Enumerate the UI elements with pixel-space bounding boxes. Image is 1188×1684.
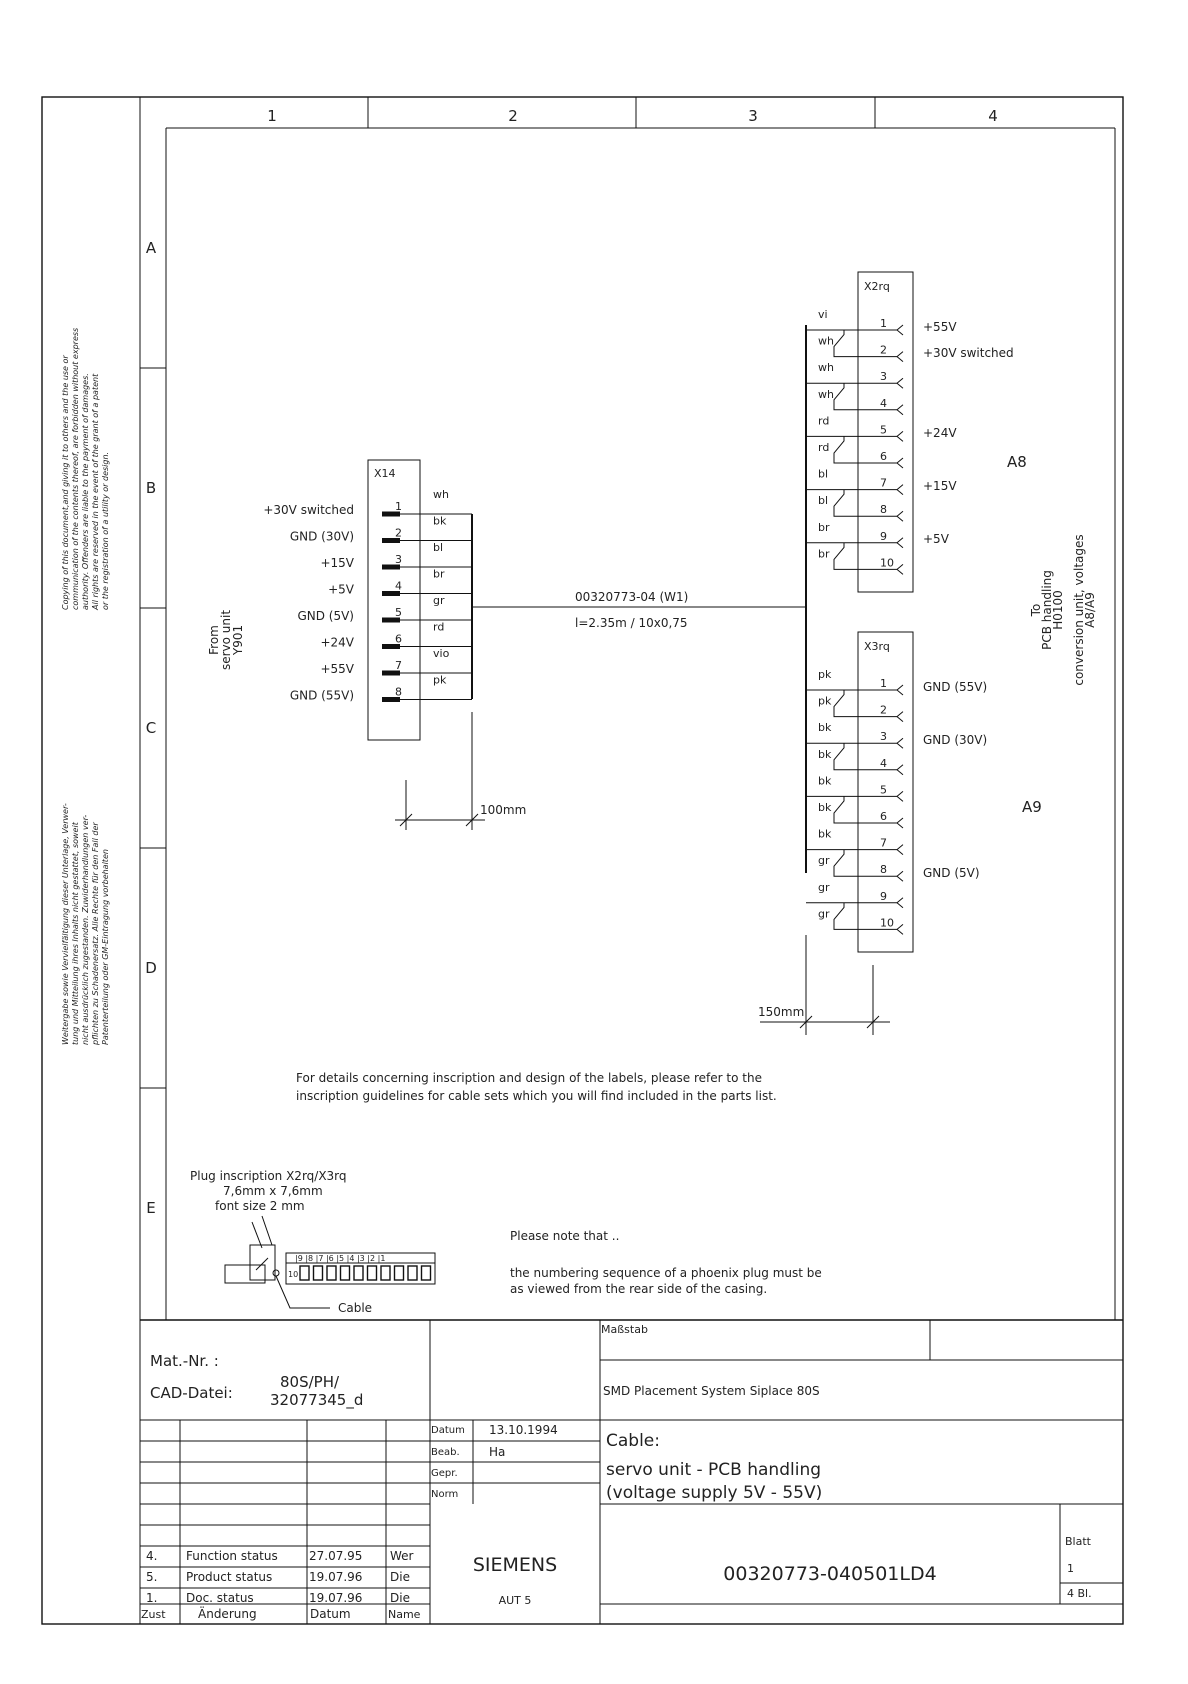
row-label-e: E	[146, 1199, 156, 1217]
x3rq-pin-contact-5	[897, 791, 903, 801]
x3rq-signal-gnd55: GND (55V)	[923, 680, 988, 694]
x2rq-bridge-8	[834, 490, 878, 517]
col-label-1: 1	[267, 107, 277, 125]
x2rq-pin-number: 3	[880, 370, 887, 384]
cad-value-2: 32077345_d	[270, 1391, 364, 1409]
x2rq-signal-55v: +55V	[923, 320, 957, 334]
x14-pin-number: 8	[395, 685, 402, 699]
x2rq-pin-contact-1	[897, 325, 903, 335]
svg-text:All rights are reserved in the: All rights are reserved in the event of the grant of a patent	[91, 373, 100, 610]
x2rq-bridge-4	[834, 383, 878, 410]
col-label-4: 4	[988, 107, 998, 125]
x2rq-bridge-10	[834, 543, 878, 570]
x14-signal: GND (5V)	[297, 609, 354, 623]
x14-wire-color: br	[433, 567, 445, 581]
hdr-zust: Zust	[141, 1608, 166, 1621]
plug-cable-label: Cable	[338, 1301, 373, 1315]
doc-number: 00320773-040501LD4	[723, 1563, 937, 1585]
x2rq-pin-number: 5	[880, 423, 887, 437]
x14-pin-number: 7	[395, 659, 402, 672]
numbering-note-2: as viewed from the rear side of the casing.	[510, 1282, 768, 1296]
x3rq-wire-color: pk	[818, 694, 832, 708]
col-label-3: 3	[748, 107, 758, 125]
x2rq-pin-contact-5	[897, 431, 903, 441]
x3rq-pin-number: 7	[880, 836, 887, 850]
x14-signal: GND (55V)	[289, 688, 354, 703]
x14-signal: +55V	[320, 662, 354, 676]
x3rq-pin-contact-4	[897, 765, 903, 775]
x3rq-pin-contact-9	[897, 898, 903, 908]
plug-drawing	[225, 1216, 435, 1308]
x3rq-pin-number: 8	[880, 863, 887, 877]
x2rq-wire-color: rd	[818, 441, 830, 454]
x3rq-pin-number: 4	[880, 756, 887, 770]
x2rq-wire-color: wh	[818, 334, 834, 348]
svg-text:Patenterteilung oder GM-Eintra: Patenterteilung oder GM-Eintragung vorbehalten	[101, 849, 110, 1045]
hdr-name: Name	[388, 1608, 421, 1621]
beab-value: Ha	[489, 1445, 506, 1459]
plug-cell	[300, 1266, 309, 1280]
side-note-english	[61, 328, 110, 611]
datum-label: Datum	[431, 1425, 465, 1436]
title-line-3: (voltage supply 5V - 55V)	[606, 1483, 823, 1503]
x2rq-signal-30v: +30V switched	[923, 346, 1014, 360]
x14-pin-number: 6	[395, 632, 402, 646]
status-text: Doc. status	[186, 1591, 254, 1605]
target-label-2	[1072, 534, 1097, 685]
col-label-2: 2	[508, 107, 518, 125]
norm-label: Norm	[431, 1489, 459, 1500]
x2rq-wire-color: vi	[818, 308, 828, 321]
x3rq-signal-gnd5: GND (5V)	[923, 866, 980, 880]
datum-value: 13.10.1994	[489, 1423, 558, 1437]
details-note-2: inscription guidelines for cable sets which you will find included in the parts list.	[296, 1089, 777, 1103]
x3rq-wire-color: gr	[818, 854, 830, 868]
company-logo: SIEMENS	[472, 1554, 558, 1576]
x2rq-wire-color: wh	[818, 361, 834, 375]
x3rq-pins-group	[806, 668, 903, 934]
x3rq-pin-contact-3	[897, 738, 903, 748]
status-index: 4.	[146, 1549, 158, 1563]
status-text: Product status	[186, 1570, 273, 1584]
x2rq-pin-number: 10	[880, 556, 894, 570]
x14-pin-number: 1	[395, 500, 402, 513]
x3rq-pin-number: 9	[880, 889, 887, 903]
plug-cell	[341, 1266, 350, 1280]
x2rq-pin-contact-8	[897, 511, 903, 521]
details-note-1: For details concerning inscription and design of the labels, please refer to the	[296, 1071, 762, 1085]
x3rq-pin-number: 3	[880, 730, 887, 744]
x14-pin-number: 5	[395, 606, 402, 619]
x3rq-wire-color: bk	[818, 774, 832, 788]
svg-text:tung und Mitteilung ihres Inha: tung und Mitteilung ihres Inhalts nicht gestattet, soweit	[71, 822, 80, 1045]
status-name: Wer	[390, 1549, 414, 1563]
target-label	[1029, 570, 1065, 650]
title-line-1: Cable:	[606, 1431, 660, 1451]
plug-inscription-2: 7,6mm x 7,6mm	[223, 1184, 323, 1198]
x14-wire-color: pk	[433, 673, 447, 687]
x14-pin-number: 3	[395, 553, 402, 566]
row-label-c: C	[145, 719, 157, 737]
dept: AUT 5	[498, 1594, 532, 1607]
x2rq-wire-color: br	[818, 520, 830, 534]
x2rq-bridge-6	[834, 436, 878, 463]
x14-signal: +15V	[320, 556, 354, 570]
x14-signal: +30V switched	[263, 503, 354, 517]
x3rq-wire-color: bk	[818, 747, 832, 761]
x14-wire-color: wh	[433, 488, 449, 501]
x2rq-pin-contact-3	[897, 378, 903, 388]
x3rq-pin-contact-1	[897, 685, 903, 695]
x3rq-wire-color: pk	[818, 668, 832, 681]
beab-label: Beab.	[431, 1447, 460, 1458]
x3rq-wire-color: gr	[818, 880, 830, 894]
cad-value-1: 80S/PH/	[280, 1373, 340, 1391]
plug-inscription-3: font size 2 mm	[215, 1199, 305, 1213]
svg-text:Y901: Y901	[231, 624, 245, 656]
x2rq-wire-color: wh	[818, 387, 834, 401]
x3rq-wire-color: gr	[818, 907, 830, 921]
blatt-value: 1	[1067, 1562, 1074, 1575]
x14-wire-color: vio	[433, 647, 450, 660]
x3rq-pin-contact-7	[897, 845, 903, 855]
x14-signal: GND (30V)	[289, 529, 354, 544]
x2rq-bridge-2	[834, 330, 878, 357]
dim-100-label: 100mm	[480, 803, 527, 817]
svg-text:From: From	[207, 625, 221, 655]
row-label-a: A	[145, 239, 157, 257]
row-label-d: D	[145, 959, 157, 977]
title-line-2: servo unit - PCB handling	[606, 1460, 822, 1480]
svg-text:pflichten zu Schadenersatz. Al: pflichten zu Schadenersatz. Alle Rechte für den Fall der	[91, 822, 100, 1045]
plug-cell	[327, 1266, 336, 1280]
svg-text:communication of the contents: communication of the contents thereof, are forbidden without express	[71, 327, 80, 610]
x3rq-wire-color: bk	[818, 801, 832, 814]
x2rq-signal-15v: +15V	[923, 479, 957, 493]
plug-cell	[395, 1266, 404, 1280]
plug-cell	[381, 1266, 390, 1280]
x2rq-pin-contact-6	[897, 458, 903, 468]
x2rq-signal-24v: +24V	[923, 426, 957, 440]
group-a9: A9	[1022, 798, 1042, 816]
x3rq-pin-contact-10	[897, 924, 903, 934]
svg-text:authority. Offenders are liabl: authority. Offenders are liable to the payment of damages.	[81, 373, 90, 610]
x2rq-wire-color: bl	[818, 494, 829, 508]
x3rq-pin-contact-6	[897, 818, 903, 828]
x2rq-pin-number: 7	[880, 476, 887, 490]
x3rq-bridge-4	[834, 743, 878, 770]
x3rq-wire-color: bk	[818, 827, 832, 841]
x2rq-pins-group	[806, 308, 903, 574]
x3rq-pin-number: 1	[880, 677, 887, 690]
x2rq-pin-number: 4	[880, 396, 887, 410]
svg-text:servo unit: servo unit	[219, 609, 233, 671]
x3rq-bridge-6	[834, 796, 878, 823]
x3rq-pin-contact-8	[897, 871, 903, 881]
svg-text:nicht ausdrücklich zugestanden: nicht ausdrücklich zugestanden. Zuwiderhandlungen ver-	[81, 814, 90, 1045]
x3rq-signal-gnd30: GND (30V)	[923, 733, 988, 747]
plug-cell	[314, 1266, 323, 1280]
status-date: 19.07.96	[309, 1570, 363, 1584]
x2rq-pin-contact-7	[897, 485, 903, 495]
cable-spec: l=2.35m / 10x0,75	[575, 616, 688, 630]
group-a8: A8	[1007, 453, 1027, 471]
x14-signal: +5V	[328, 582, 354, 597]
x2rq-pin-contact-2	[897, 352, 903, 362]
svg-text:conversion unit, voltages: conversion unit, voltages	[1072, 534, 1086, 686]
x2rq-pin-contact-10	[897, 564, 903, 574]
x2rq-pin-number: 8	[880, 503, 887, 517]
massstab-label: Maßstab	[601, 1323, 648, 1336]
plug-first-number: 10	[288, 1270, 299, 1279]
plug-cell	[408, 1266, 417, 1280]
x14-pin-number: 2	[395, 526, 402, 540]
system-name: SMD Placement System Siplace 80S	[603, 1384, 820, 1398]
status-name: Die	[390, 1591, 410, 1605]
plug-cell	[368, 1266, 377, 1280]
x2rq-pin-number: 2	[880, 343, 887, 357]
x3rq-pin-contact-2	[897, 712, 903, 722]
gepr-label: Gepr.	[431, 1468, 458, 1479]
x2rq-pin-number: 6	[880, 450, 887, 463]
status-date: 19.07.96	[309, 1591, 363, 1605]
x14-wire-color: bk	[433, 514, 447, 528]
status-date: 27.07.95	[309, 1549, 363, 1563]
blatt-label: Blatt	[1065, 1535, 1091, 1548]
cad-label: CAD-Datei:	[150, 1384, 233, 1402]
svg-text:A8/A9: A8/A9	[1083, 592, 1097, 628]
x2rq-pin-number: 9	[880, 529, 887, 543]
x2rq-pin-number: 1	[880, 317, 887, 330]
plug-cell	[354, 1266, 363, 1280]
x2rq-wire-color: br	[818, 547, 830, 561]
status-index: 5.	[146, 1570, 158, 1584]
svg-text:PCB handling: PCB handling	[1040, 570, 1054, 650]
x2rq-pin-contact-4	[897, 405, 903, 415]
source-label	[207, 610, 245, 670]
x2rq-wire-color: rd	[818, 414, 830, 428]
x14-pin-number: 4	[395, 579, 402, 593]
hdr-datum: Datum	[310, 1607, 351, 1621]
x14-wire-color: bl	[433, 541, 444, 554]
svg-text:Weitergabe sowie Vervielfältig: Weitergabe sowie Vervielfältigung dieser Unterlage, Verwer-	[61, 803, 70, 1045]
numbering-note-1: the numbering sequence of a phoenix plug must be	[510, 1266, 822, 1280]
blatt-total: 4 Bl.	[1067, 1587, 1092, 1600]
x3rq-connector-label: X3rq	[864, 640, 890, 653]
x2rq-wire-color: bl	[818, 467, 829, 481]
cable-id: 00320773-04 (W1)	[575, 590, 689, 604]
x2rq-signal-5v: +5V	[923, 532, 949, 546]
plug-cell	[422, 1266, 431, 1280]
plug-inscription-1: Plug inscription X2rq/X3rq	[190, 1169, 347, 1183]
x14-wire-color: rd	[433, 620, 445, 634]
x2rq-connector-label: X2rq	[864, 280, 890, 293]
x14-wire-color: gr	[433, 594, 445, 607]
please-note: Please note that ..	[510, 1229, 620, 1243]
x3rq-pin-number: 10	[880, 916, 894, 930]
side-note-german	[61, 803, 110, 1046]
svg-text:or the registration of a utili: or the registration of a utility or design.	[101, 451, 110, 610]
x14-connector-label: X14	[374, 467, 396, 480]
x14-signal: +24V	[320, 635, 354, 650]
status-text: Function status	[186, 1549, 278, 1563]
x2rq-pin-contact-9	[897, 538, 903, 548]
dim-150-label: 150mm	[758, 1005, 805, 1019]
mat-nr-label: Mat.-Nr. :	[150, 1352, 219, 1370]
x3rq-bridge-2	[834, 690, 878, 717]
svg-text:To: To	[1029, 603, 1043, 617]
status-index: 1.	[146, 1591, 158, 1605]
x3rq-bridge-10	[834, 903, 878, 930]
hdr-aenderung: Änderung	[198, 1607, 257, 1621]
row-label-b: B	[145, 479, 157, 497]
svg-text:H0100: H0100	[1051, 590, 1065, 630]
x3rq-pin-number: 5	[880, 783, 887, 797]
status-name: Die	[390, 1570, 410, 1584]
svg-text:Copying of this document,and g: Copying of this document,and giving it to others and the use or	[61, 355, 70, 610]
x3rq-wire-color: bk	[818, 721, 832, 735]
plug-numbers: |9 |8 |7 |6 |5 |4 |3 |2 |1	[295, 1254, 386, 1263]
status-rows	[146, 1549, 414, 1605]
x3rq-pin-number: 2	[880, 703, 887, 717]
x3rq-bridge-8	[834, 850, 878, 877]
x3rq-pin-number: 6	[880, 810, 887, 823]
